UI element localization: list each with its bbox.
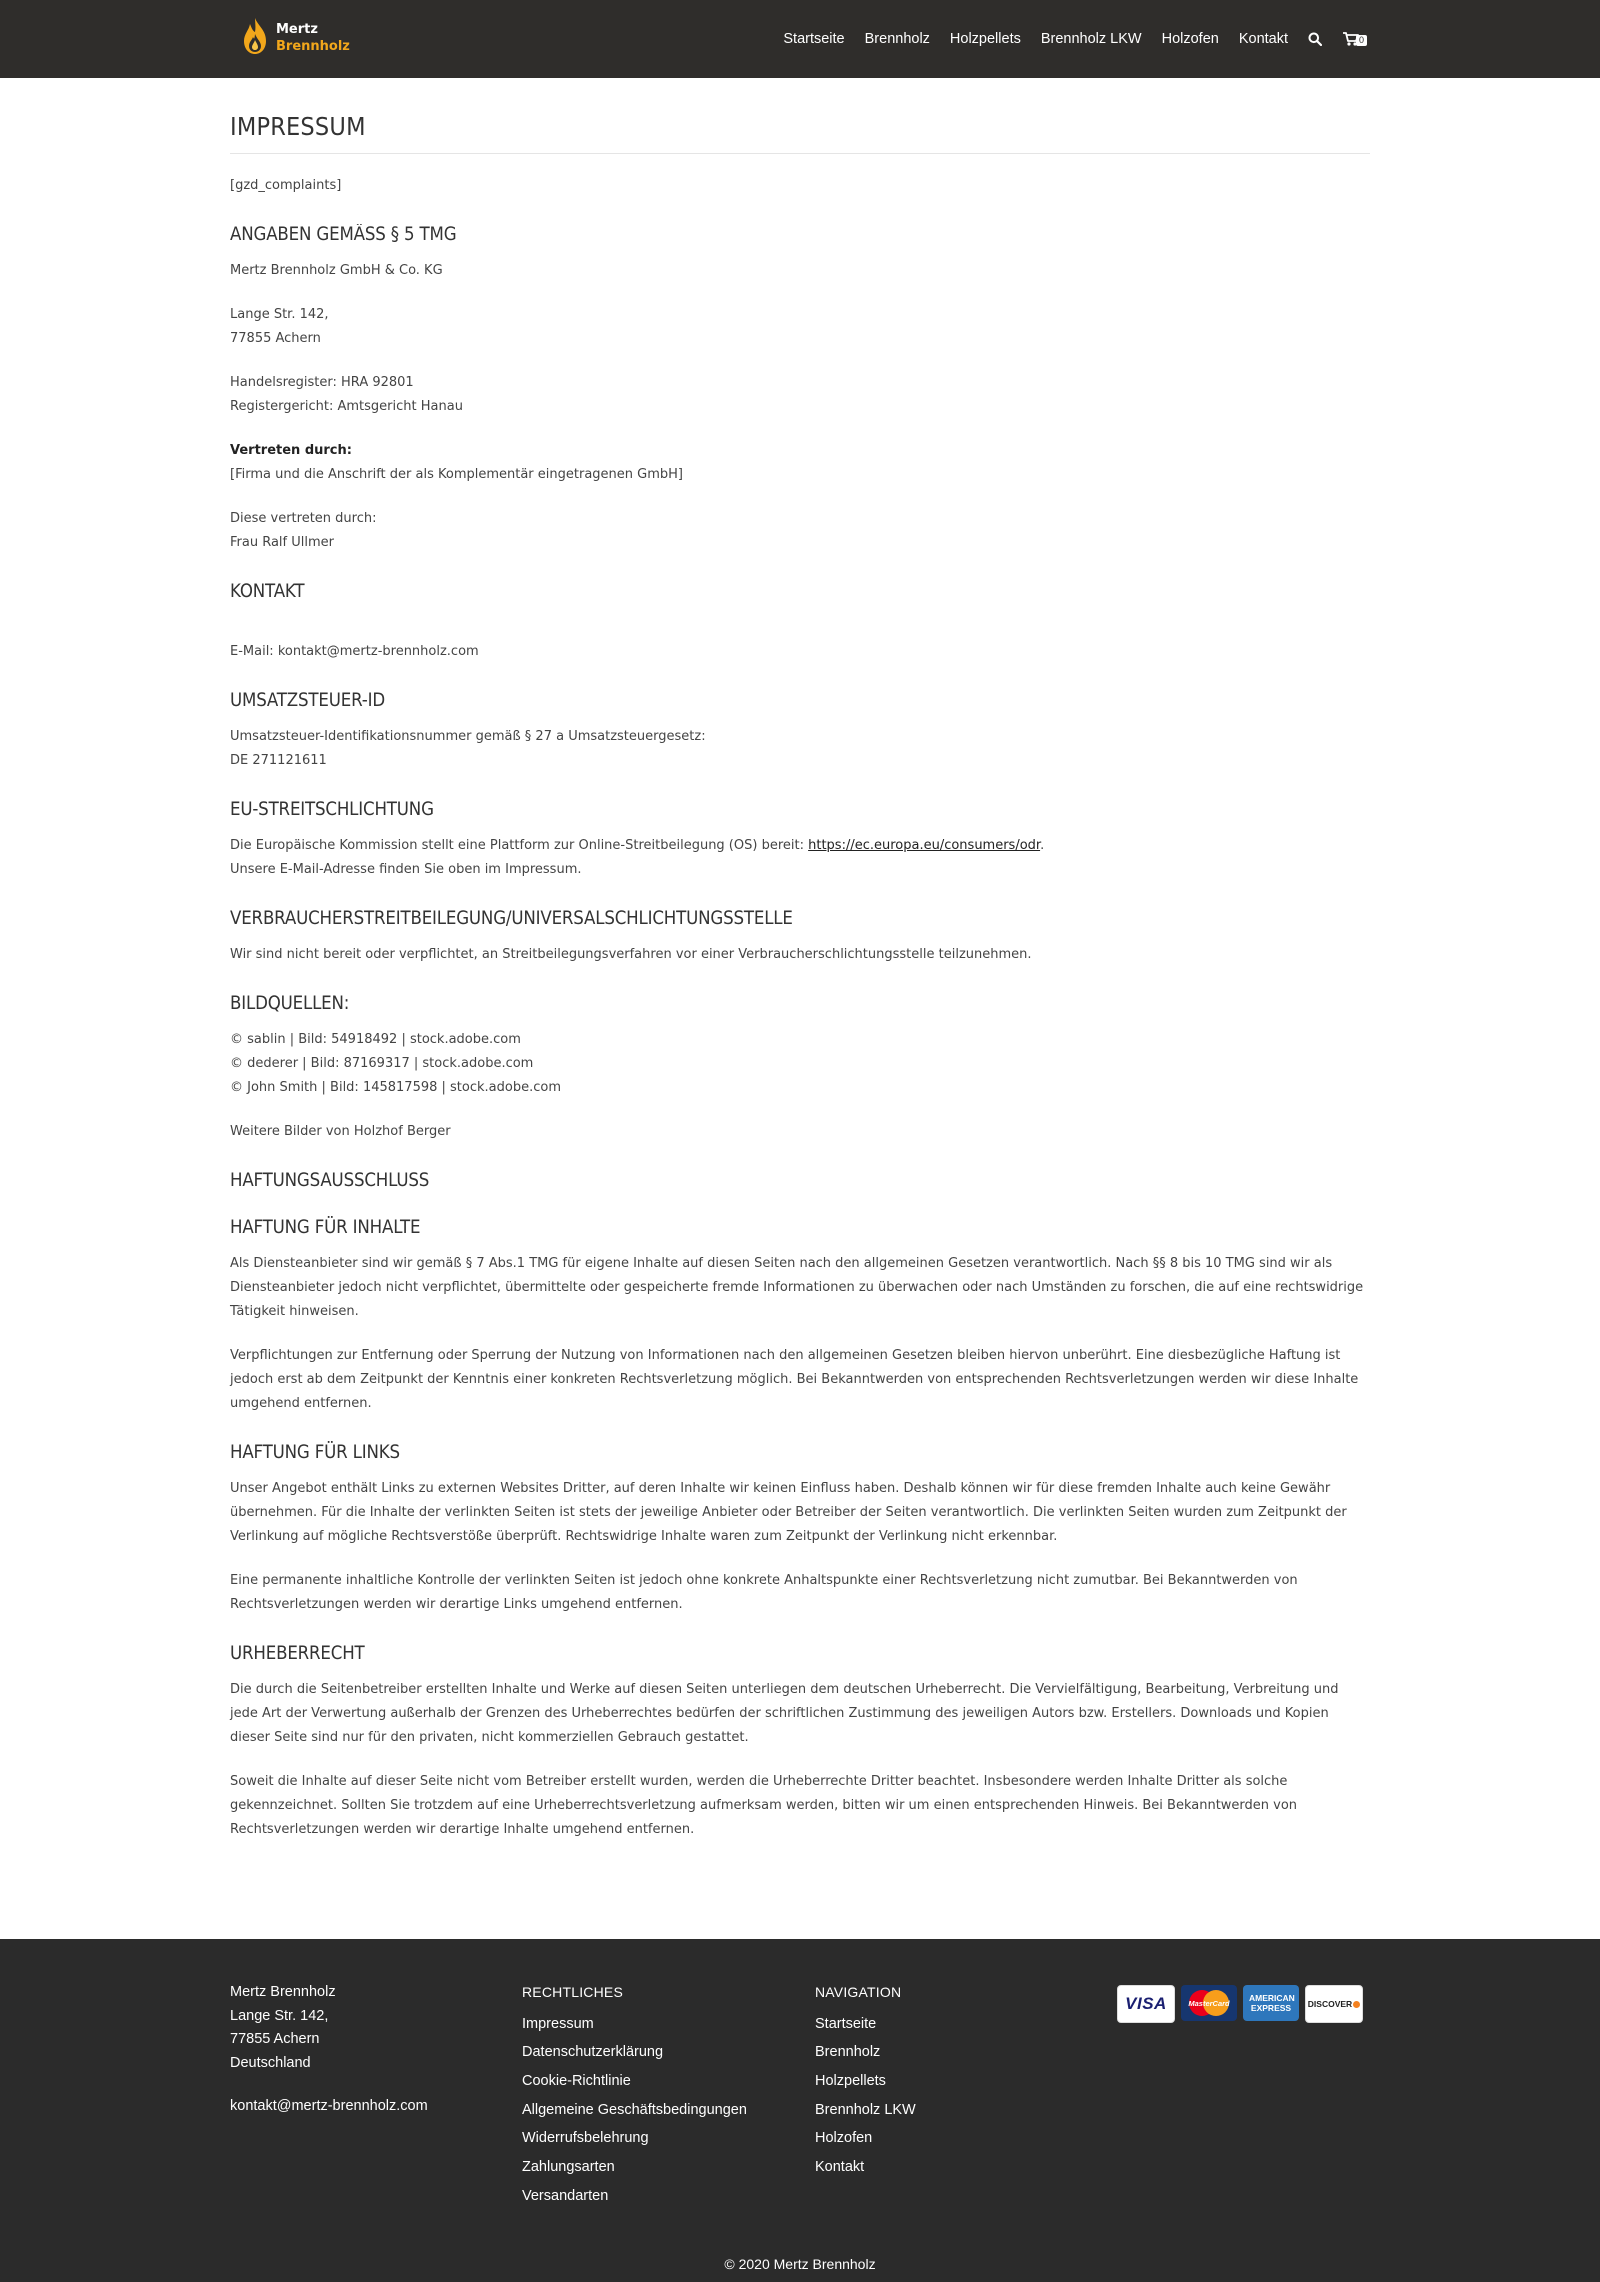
nav-startseite[interactable]: Startseite: [783, 31, 845, 47]
nav-holzpellets[interactable]: Holzpellets: [949, 31, 1021, 47]
footer-nav-holzofen[interactable]: Holzofen: [815, 2130, 873, 2147]
heading-haftung: HAFTUNGSAUSSCHLUSS: [230, 1170, 430, 1191]
eu-text-after: .: [1040, 838, 1045, 853]
amex-card-icon: [1243, 1985, 1299, 2021]
company-name: Mertz Brennholz GmbH & Co. KG: [230, 263, 443, 278]
flame-icon: [240, 16, 270, 60]
bildquellen-list: [230, 1028, 1370, 1100]
address-street: Lange Str. 142,: [230, 307, 329, 322]
ust-label: Umsatzsteuer-Identifikationsnummer gemäß § 27 a Umsatzsteuergesetz:: [230, 729, 706, 744]
footer-link-versandarten[interactable]: Versandarten: [522, 2187, 609, 2204]
site-logo[interactable]: [240, 16, 350, 60]
footer-link-datenschutz[interactable]: Datenschutzerklärung: [522, 2044, 664, 2061]
contact-email: E-Mail: kontakt@mertz-brennholz.com: [230, 644, 479, 659]
register-court: Registergericht: Amtsgericht Hanau: [230, 399, 463, 414]
eu-line2: Unsere E-Mail-Adresse finden Sie oben im Impressum.: [230, 862, 582, 877]
bildquelle-1: © sablin | Bild: 54918492 | stock.adobe.com: [230, 1032, 521, 1047]
site-header: [0, 0, 1600, 78]
haftung-inhalte-p2: Verpflichtungen zur Entfernung oder Sperrung der Nutzung von Informationen nach den allgemeinen Gesetzen bleiben hiervon unberührt. Eine diesbezügliche Haftung ist jedoch erst ab dem Zeitpunkt der Kenntnis einer konkreten Rechtsverletzung möglich. Bei Bekanntwerden von entsprechenden Rechtsverletzungen werden wir diese Inhalte umgehend entfernen.: [230, 1348, 1359, 1411]
page-title: IMPRESSUM: [230, 112, 1370, 154]
nav-brennholz-lkw[interactable]: Brennholz LKW: [1040, 31, 1142, 47]
footer-address: [230, 1981, 428, 2119]
address-block: [230, 303, 1370, 351]
footer-street: Lange Str. 142,: [230, 2007, 329, 2024]
discover-dot-icon: [1353, 2001, 1360, 2008]
amex-label: AMERICAN EXPRESS: [1249, 1993, 1295, 2013]
footer-nav-column: [815, 1981, 916, 2182]
represented-label: Vertreten durch:: [230, 443, 352, 458]
footer-nav-brennholz[interactable]: Brennholz: [815, 2044, 881, 2061]
represented2-value: Frau Ralf Ullmer: [230, 535, 334, 550]
footer-copyright: © 2020 Mertz Brennholz: [724, 2256, 876, 2272]
footer-link-impressum[interactable]: Impressum: [522, 2015, 594, 2032]
footer-legal-heading: RECHTLICHES: [522, 1984, 623, 2000]
footer-link-widerruf[interactable]: Widerrufsbelehrung: [522, 2130, 649, 2147]
nav-holzofen[interactable]: Holzofen: [1161, 31, 1219, 47]
register-number: Handelsregister: HRA 92801: [230, 375, 414, 390]
verbraucher-text: Wir sind nicht bereit oder verpflichtet, an Streitbeilegungsverfahren vor einer Verbraucherschlichtungsstelle teilzunehmen.: [230, 947, 1032, 962]
footer-city: 77855 Achern: [230, 2031, 320, 2047]
heading-eu: EU-STREITSCHLICHTUNG: [230, 799, 434, 820]
logo-line1: Mertz: [276, 22, 318, 37]
logo-text: [276, 21, 350, 55]
footer-link-agb[interactable]: Allgemeine Geschäftsbedingungen: [522, 2101, 747, 2118]
heading-kontakt: KONTAKT: [230, 581, 305, 602]
register-block: [230, 371, 1370, 419]
footer-nav-holzpellets[interactable]: Holzpellets: [815, 2072, 886, 2089]
heading-haftung-links: HAFTUNG FÜR LINKS: [230, 1442, 400, 1463]
footer-country: Deutschland: [230, 2054, 311, 2071]
eu-block: [230, 834, 1370, 882]
page-content: [230, 100, 1370, 1862]
cart-icon[interactable]: [1342, 31, 1365, 47]
nav-brennholz[interactable]: Brennholz: [864, 31, 930, 47]
eu-text: Die Europäische Kommission stellt eine Plattform zur Online-Streitbeilegung (OS) bereit:: [230, 838, 809, 853]
footer-email-link[interactable]: kontakt@mertz-brennholz.com: [230, 2098, 428, 2114]
bildquelle-more: Weitere Bilder von Holzhof Berger: [230, 1124, 451, 1139]
discover-card-icon: [1305, 1985, 1363, 2023]
urheberrecht-p2: Soweit die Inhalte auf dieser Seite nicht vom Betreiber erstellt wurden, werden die Urheberrechte Dritter beachtet. Insbesondere werden Inhalte Dritter als solche gekennzeichnet. Sollten Sie trotzdem auf eine Urheberrechtsverletzung aufmerksam werden, bitten wir um einen entsprechenden Hinweis. Bei Bekanntwerden von Rechtsverletzungen werden wir derartige Inhalte umgehend entfernen.: [230, 1774, 1298, 1837]
mastercard-label: MasterCard: [1188, 1998, 1230, 2008]
footer-legal-column: [522, 1981, 747, 2210]
discover-label: DISCOVER: [1307, 1999, 1353, 2009]
main-nav: [763, 0, 1365, 78]
address-city: 77855 Achern: [230, 331, 321, 346]
footer-link-cookie[interactable]: Cookie-Richtlinie: [522, 2072, 631, 2089]
heading-bildquellen: BILDQUELLEN:: [230, 993, 350, 1014]
represented-block: [230, 439, 1370, 487]
represented2-block: [230, 507, 1370, 555]
ust-block: [230, 725, 1370, 773]
mastercard-icon: [1181, 1985, 1237, 2021]
bildquelle-3: © John Smith | Bild: 145817598 | stock.adobe.com: [230, 1080, 561, 1095]
cart-count-badge: 0: [1356, 35, 1367, 46]
logo-line2: Brennholz: [276, 39, 350, 54]
shortcode-text: [gzd_complaints]: [230, 178, 342, 193]
heading-angaben: ANGABEN GEMÄSS § 5 TMG: [230, 224, 457, 245]
heading-urheberrecht: URHEBERRECHT: [230, 1643, 365, 1664]
visa-card-icon: [1117, 1985, 1175, 2023]
bildquelle-2: © dederer | Bild: 87169317 | stock.adobe.com: [230, 1056, 534, 1071]
footer-nav-brennholz-lkw[interactable]: Brennholz LKW: [815, 2101, 916, 2118]
heading-verbraucher: VERBRAUCHERSTREITBEILEGUNG/UNIVERSALSCHLICHTUNGSSTELLE: [230, 908, 793, 929]
nav-kontakt[interactable]: Kontakt: [1238, 31, 1288, 47]
represented2-label: Diese vertreten durch:: [230, 511, 377, 526]
haftung-inhalte-p1: Als Diensteanbieter sind wir gemäß § 7 Abs.1 TMG für eigene Inhalte auf diesen Seiten nach den allgemeinen Gesetzen verantwortlich. Nach §§ 8 bis 10 TMG sind wir als Diensteanbieter jedoch nicht verpflichtet, übermittelte oder gespeicherte fremde Informationen zu überwachen oder nach Umständen zu forschen, die auf eine rechtswidrige Tätigkeit hinweisen.: [230, 1256, 1364, 1319]
footer-nav-startseite[interactable]: Startseite: [815, 2015, 877, 2032]
payment-cards: [1117, 1985, 1369, 2023]
visa-label: VISA: [1125, 1994, 1167, 2013]
footer-link-zahlungsarten[interactable]: Zahlungsarten: [522, 2159, 615, 2176]
odr-link[interactable]: https://ec.europa.eu/consumers/odr: [808, 838, 1041, 853]
haftung-links-p1: Unser Angebot enthält Links zu externen Websites Dritter, auf deren Inhalte wir keinen Einfluss haben. Deshalb können wir für diese fremden Inhalte auch keine Gewähr übernehmen. Für die Inhalte der verlinkten Seiten ist stets der jeweilige Anbieter oder Betreiber der Seiten verantwortlich. Die verlinkten Seiten wurden zum Zeitpunkt der Verlinkung auf mögliche Rechtsverstöße überprüft. Rechtswidrige Inhalte waren zum Zeitpunkt der Verlinkung nicht erkennbar.: [230, 1481, 1347, 1544]
ust-id: DE 271121611: [230, 753, 327, 768]
footer-nav-kontakt[interactable]: Kontakt: [815, 2159, 865, 2176]
urheberrecht-p1: Die durch die Seitenbetreiber erstellten Inhalte und Werke auf diesen Seiten unterliegen dem deutschen Urheberrecht. Die Vervielfältigung, Bearbeitung, Verbreitung und jede Art der Verwertung außerhalb der Grenzen des Urheberrechtes bedürfen der schriftlichen Zustimmung des jeweiligen Autors bzw. Erstellers. Downloads und Kopien dieser Seite sind nur für den privaten, nicht kommerziellen Gebrauch gestattet.: [230, 1682, 1339, 1745]
site-footer: [0, 1939, 1600, 2282]
represented-value: [Firma und die Anschrift der als Komplementär eingetragenen GmbH]: [230, 467, 683, 482]
heading-ust: UMSATZSTEUER-ID: [230, 690, 386, 711]
footer-company: Mertz Brennholz: [230, 1984, 336, 2000]
heading-haftung-inhalte: HAFTUNG FÜR INHALTE: [230, 1217, 421, 1238]
footer-nav-heading: NAVIGATION: [815, 1984, 902, 2000]
haftung-links-p2: Eine permanente inhaltliche Kontrolle der verlinkten Seiten ist jedoch ohne konkrete Anhaltspunkte einer Rechtsverletzung nicht zumutbar. Bei Bekanntwerden von Rechtsverletzungen werden wir derartige Links umgehend entfernen.: [230, 1573, 1298, 1612]
search-icon[interactable]: [1308, 32, 1322, 46]
